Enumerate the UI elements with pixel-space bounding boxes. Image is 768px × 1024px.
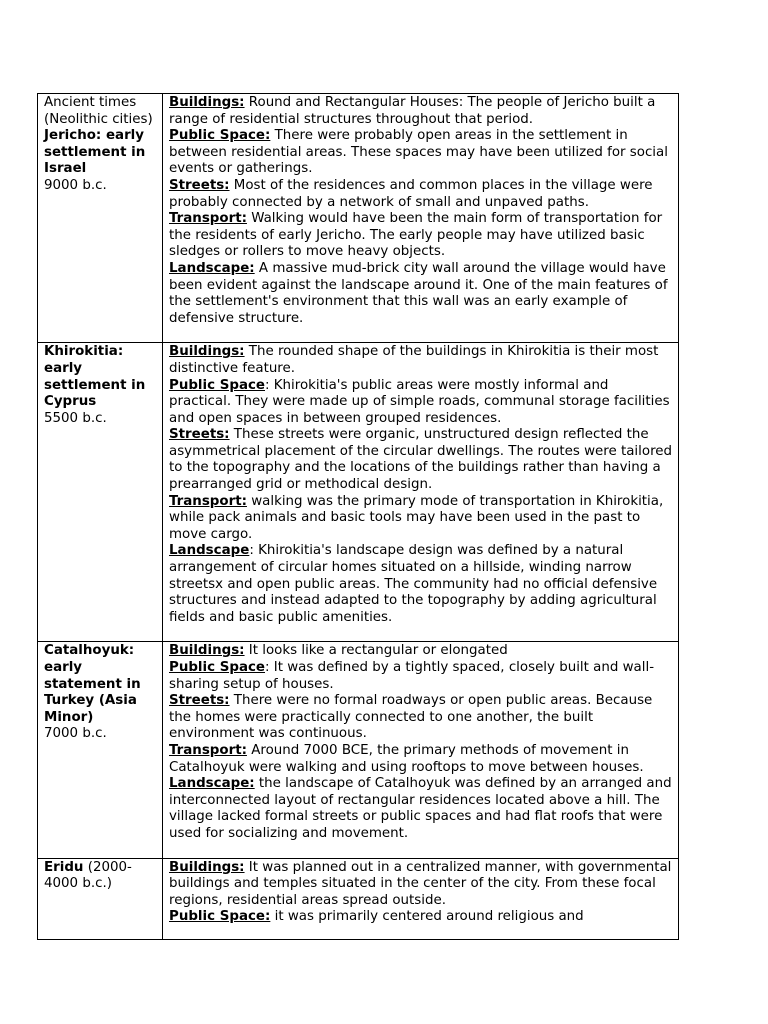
detail-label: Public Space (169, 377, 265, 393)
detail-buildings (169, 344, 673, 377)
detail-text: Around 7000 BCE, the primary methods of movement in Catalhoyuk were walking and using rooftops to move between houses. (169, 742, 644, 775)
details-cell (163, 642, 679, 858)
table-row (38, 642, 679, 858)
detail-label: Streets: (169, 693, 230, 709)
settlements-table (37, 93, 679, 940)
details-cell (163, 858, 679, 939)
detail-text: It looks like a rectangular or elongated (244, 643, 508, 659)
details-cell (163, 94, 679, 343)
detail-text: Most of the residences and common places in the village were probably connected by a network of small and unpaved paths. (169, 177, 653, 210)
detail-text: : It was defined by a tightly spaced, closely built and wall-sharing setup of houses. (169, 660, 655, 692)
detail-landscape (169, 261, 673, 327)
detail-buildings (169, 95, 673, 128)
detail-transport (169, 743, 673, 776)
detail-text: : Khirokitia's landscape design was defined by a natural arrangement of circular homes situated on a hillside, winding narrow streetsx and open public areas. The community had no official defensive structures and instead adapted to the topography by adding agricultural fields and basic public amenities. (169, 543, 658, 625)
detail-label: Landscape: (169, 260, 255, 276)
table-row (38, 94, 679, 343)
detail-label: Buildings: (169, 859, 245, 875)
detail-public-space (169, 660, 673, 693)
detail-text: It was planned out in a centralized manner, with governmental buildings and temples situated in the center of the city. From these focal regions, residential areas spread outside. (169, 859, 672, 908)
table-row (38, 858, 679, 939)
detail-label: Transport: (169, 493, 247, 509)
detail-text: There were probably open areas in the settlement in between residential areas. These spaces may have been utilized for social events or gatherings. (169, 128, 668, 177)
detail-public-space (169, 378, 673, 428)
detail-label: Streets: (169, 427, 230, 443)
detail-label: Public Space: (169, 128, 271, 144)
settlement-date: 7000 b.c. (44, 726, 107, 742)
detail-label: Transport: (169, 211, 247, 227)
detail-label: Landscape (169, 543, 250, 559)
detail-landscape (169, 543, 673, 626)
details-clip (169, 860, 673, 924)
detail-streets (169, 427, 673, 493)
detail-streets (169, 178, 673, 211)
detail-buildings (169, 860, 673, 910)
detail-label: Public Space (169, 660, 265, 675)
detail-label: Buildings: (169, 95, 245, 110)
detail-landscape (169, 776, 673, 842)
detail-text: A massive mud-brick city wall around the village would have been evident against the landscape around it. One of the main features of the settlement's environment that this wall was an early example of defensive structure. (169, 260, 668, 326)
detail-label: Buildings: (169, 643, 245, 659)
era-cell (38, 343, 163, 642)
detail-text: : Khirokitia's public areas were mostly informal and practical. They were made up of simple roads, communal storage facilities and open spaces in between grouped residences. (169, 377, 670, 426)
era-cell (38, 858, 163, 939)
settlement-date: 5500 b.c. (44, 410, 107, 426)
detail-transport (169, 211, 673, 261)
settlement-name: Khirokitia: early settlement in Cyprus (44, 344, 146, 410)
detail-label: Streets: (169, 177, 230, 193)
era-cell (38, 94, 163, 343)
detail-text: walking was the primary mode of transportation in Khirokitia, while pack animals and basic tools may have been used in the past to move cargo. (169, 493, 664, 542)
detail-text: it was primarily centered around religious and (270, 909, 584, 924)
era-period: Ancient times (Neolithic cities) (44, 95, 153, 127)
detail-text: There were no formal roadways or open public areas. Because the homes were practically connected to one another, the built environment was continuous. (169, 693, 653, 742)
detail-public-space (169, 128, 673, 178)
detail-public-space (169, 909, 673, 923)
detail-text: These streets were organic, unstructured design reflected the asymmetrical placement of the circular dwellings. The routes were tailored to the topography and the locations of the buildings rather than having a prearranged grid or methodical design. (169, 427, 673, 493)
detail-label: Transport: (169, 742, 247, 758)
detail-text: The rounded shape of the buildings in Khirokitia is their most distinctive feature. (169, 344, 659, 376)
detail-label: Buildings: (169, 344, 245, 360)
era-clip (44, 860, 157, 924)
detail-label: Public Space: (169, 909, 271, 924)
settlement-name: Eridu (44, 859, 84, 875)
detail-streets (169, 693, 673, 743)
table-row (38, 343, 679, 642)
settlement-date: 9000 b.c. (44, 177, 107, 193)
settlement-date: (2000-4000 b.c.) (44, 859, 132, 892)
settlement-name: Jericho: early settlement in Israel (44, 128, 146, 177)
detail-text: Walking would have been the main form of transportation for the residents of early Jericho. The early people may have utilized basic sledges or rollers to move heavy objects. (169, 211, 663, 260)
era-cell (38, 642, 163, 858)
detail-text: Round and Rectangular Houses: The people of Jericho built a range of residential structures throughout that period. (169, 95, 656, 127)
detail-transport (169, 494, 673, 544)
detail-text: the landscape of Catalhoyuk was defined by an arranged and interconnected layout of rectangular residences located above a hill. The village lacked formal streets or public spaces and had flat roofs that were used for socializing and movement. (169, 776, 672, 841)
detail-label: Landscape: (169, 776, 255, 792)
settlement-name: Catalhoyuk: early statement in Turkey (Asia Minor) (44, 643, 141, 725)
detail-buildings (169, 643, 673, 660)
details-cell (163, 343, 679, 642)
